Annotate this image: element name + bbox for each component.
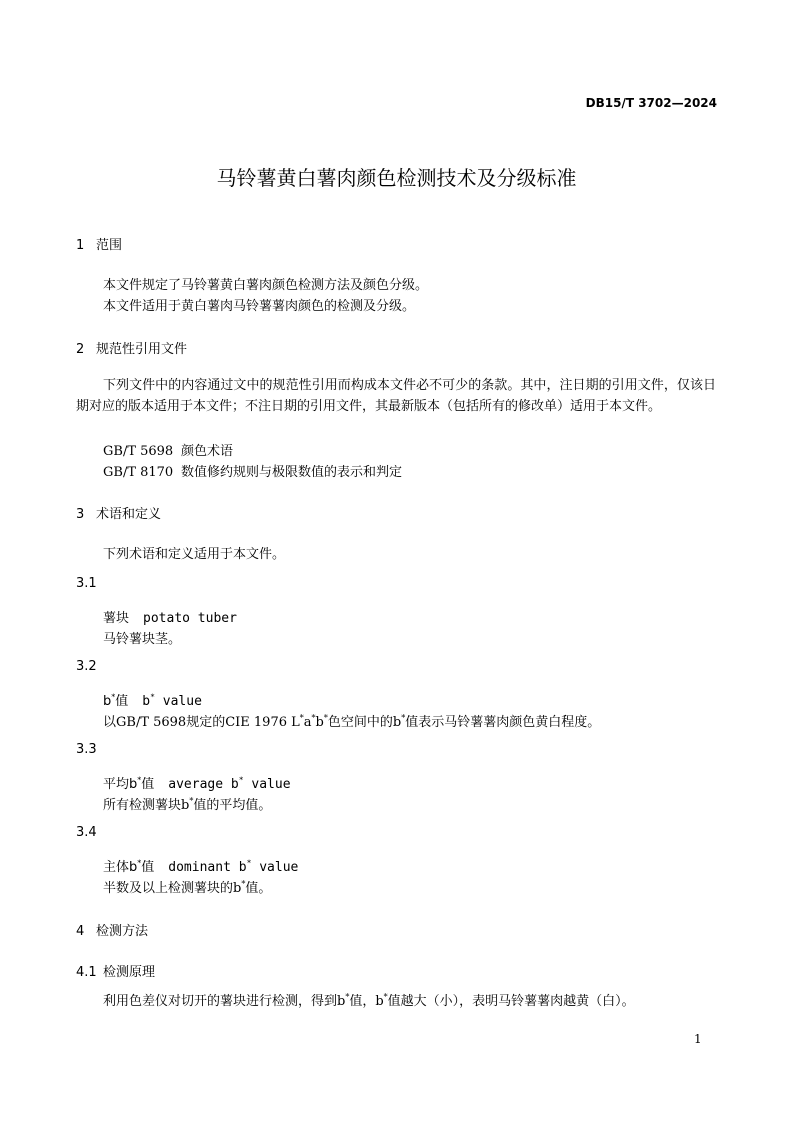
section-number: 3 (76, 507, 85, 522)
subsection-4-1-heading (76, 961, 155, 980)
section-2-paragraph-1: 下列文件中的内容通过文中的规范性引用而构成本文件必不可少的条款。其中，注日期的引用文件，仅该日期对应的版本适用于本文件；不注日期的引用文件，其最新版本（包括所有的修改单）适用于本文件。 (76, 378, 716, 414)
document-number: DB15/T 3702—2024 (585, 96, 717, 110)
term-zh: 薯块 (103, 611, 130, 626)
subsection-4-1-paragraph: 利用色差仪对切开的薯块进行检测，得到b*值，b*值越大（小），表明马铃薯薯肉越黄（白）。 (103, 992, 635, 1009)
section-title: 术语和定义 (96, 507, 162, 522)
term-3-4-definition: 半数及以上检测薯块的b*值。 (103, 879, 272, 896)
term-en: potato tuber (143, 611, 237, 626)
section-4-heading (76, 920, 148, 939)
section-title: 规范性引用文件 (96, 342, 188, 357)
term-3-4-number: 3.4 (76, 825, 97, 840)
section-2-heading (76, 338, 187, 357)
term-3-2-name (103, 690, 202, 709)
page-number: 1 (694, 1032, 702, 1046)
reference-code: GB/T 5698 (103, 444, 174, 459)
term-3-3-definition: 所有检测薯块b*值的平均值。 (103, 796, 272, 813)
reference-name: 颜色术语 (181, 444, 234, 459)
section-number: 4 (76, 924, 85, 939)
section-title: 范围 (96, 238, 123, 253)
section-1-paragraph-1: 本文件规定了马铃薯黄白薯肉颜色检测方法及颜色分级。 (103, 278, 429, 293)
reference-name: 数值修约规则与极限数值的表示和判定 (181, 465, 403, 480)
section-3-paragraph-1: 下列术语和定义适用于本文件。 (103, 547, 286, 562)
section-number: 1 (76, 238, 85, 253)
reference-item (103, 440, 233, 459)
term-zh: 平均b*值 (103, 775, 155, 792)
subsection-number: 4.1 (76, 965, 97, 980)
section-1-heading (76, 234, 122, 253)
section-3-heading (76, 503, 161, 522)
term-zh: 主体b*值 (103, 858, 155, 875)
section-1-paragraph-2: 本文件适用于黄白薯肉马铃薯薯肉颜色的检测及分级。 (103, 299, 416, 314)
reference-code: GB/T 8170 (103, 465, 174, 480)
term-en: b* value (142, 692, 202, 709)
term-3-2-definition: 以GB/T 5698规定的CIE 1976 L*a*b*色空间中的b*值表示马铃薯薯肉颜色黄白程度。 (103, 713, 601, 730)
document-title: 马铃薯黄白薯肉颜色检测技术及分级标准 (216, 166, 577, 190)
term-3-2-number: 3.2 (76, 659, 97, 674)
subsection-title: 检测原理 (103, 965, 156, 980)
term-3-1-name (103, 607, 237, 626)
term-3-1-definition: 马铃薯块茎。 (103, 632, 182, 647)
term-3-4-name (103, 856, 298, 875)
term-zh: b*值 (103, 692, 129, 709)
section-title: 检测方法 (96, 924, 149, 939)
term-en: dominant b* value (168, 858, 299, 875)
term-3-1-number: 3.1 (76, 576, 97, 591)
term-3-3-name (103, 773, 291, 792)
section-number: 2 (76, 342, 85, 357)
term-3-3-number: 3.3 (76, 742, 97, 757)
term-en: average b* value (168, 775, 291, 792)
reference-item (103, 461, 402, 480)
